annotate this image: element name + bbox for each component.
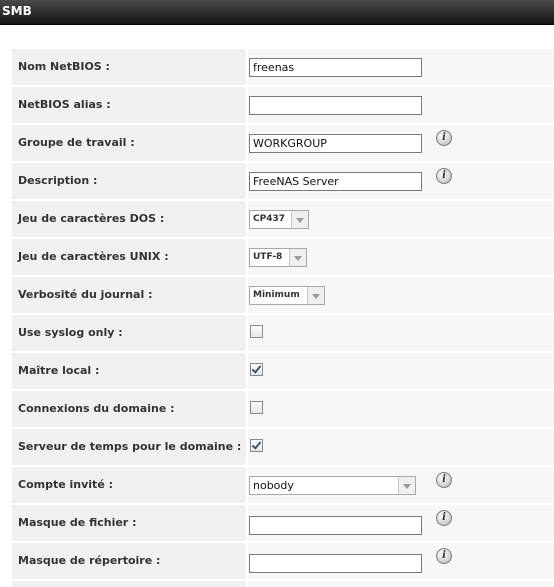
- netbios-name-input[interactable]: freenas: [249, 58, 422, 77]
- value-cell: [248, 87, 554, 123]
- netbios-alias-label: NetBIOS alias :: [18, 98, 111, 111]
- window-titlebar: [0, 0, 554, 25]
- row-description: [12, 163, 554, 199]
- label-cell: [12, 353, 246, 389]
- value-cell: [248, 467, 554, 503]
- chevron-down-icon[interactable]: [291, 211, 308, 228]
- file-mask-label: Masque de fichier :: [18, 516, 137, 529]
- domain-logons-label: Connexions du domaine :: [18, 402, 175, 415]
- label-cell: [12, 239, 246, 275]
- local-master-checkbox[interactable]: [250, 363, 263, 376]
- dos-charset-label: Jeu de caractères DOS :: [18, 212, 165, 225]
- syslog-only-label: Use syslog only :: [18, 326, 123, 339]
- label-cell: [12, 125, 246, 161]
- dir-mask-input[interactable]: [249, 554, 422, 573]
- description-input[interactable]: FreeNAS Server: [249, 172, 422, 191]
- unix-charset-label: Jeu de caractères UNIX :: [18, 250, 169, 263]
- log-level-selected: Minimum: [253, 290, 300, 300]
- workgroup-label: Groupe de travail :: [18, 136, 135, 149]
- time-server-checkbox[interactable]: [250, 439, 263, 452]
- value-cell: [248, 543, 554, 579]
- label-cell: [12, 581, 246, 587]
- log-level-select[interactable]: [249, 286, 325, 305]
- row-guest-account: [12, 467, 554, 503]
- dos-charset-selected: CP437: [253, 214, 285, 224]
- info-icon[interactable]: i: [436, 510, 452, 526]
- label-cell: [12, 163, 246, 199]
- value-cell: [248, 505, 554, 541]
- row-dos-charset: [12, 201, 554, 237]
- dos-charset-select[interactable]: [249, 210, 309, 229]
- chevron-down-icon[interactable]: [289, 249, 306, 266]
- row-netbios-name: [12, 49, 554, 85]
- label-cell: [12, 201, 246, 237]
- row-next-partial: [12, 581, 554, 587]
- row-file-mask: [12, 505, 554, 541]
- unix-charset-selected: UTF-8: [253, 252, 283, 262]
- row-time-server: [12, 429, 554, 465]
- log-level-label: Verbosité du journal :: [18, 288, 153, 301]
- value-cell: [248, 125, 554, 161]
- value-cell: [248, 163, 554, 199]
- info-icon[interactable]: i: [436, 168, 452, 184]
- info-icon[interactable]: i: [436, 548, 452, 564]
- chevron-down-icon[interactable]: [398, 477, 415, 494]
- row-log-level: [12, 277, 554, 313]
- guest-account-selected: nobody: [253, 479, 294, 492]
- guest-account-select[interactable]: [249, 476, 416, 495]
- value-cell: [248, 391, 554, 427]
- row-unix-charset: [12, 239, 554, 275]
- row-local-master: [12, 353, 554, 389]
- workgroup-input[interactable]: WORKGROUP: [249, 134, 422, 153]
- domain-logons-checkbox[interactable]: [250, 401, 263, 414]
- value-cell: [248, 201, 554, 237]
- value-cell: [248, 49, 554, 85]
- info-icon[interactable]: i: [436, 472, 452, 488]
- label-cell: [12, 391, 246, 427]
- row-workgroup: [12, 125, 554, 161]
- file-mask-input[interactable]: [249, 516, 422, 535]
- label-cell: [12, 467, 246, 503]
- label-cell: [12, 315, 246, 351]
- label-cell: [12, 277, 246, 313]
- value-cell: [248, 315, 554, 351]
- label-cell: [12, 49, 246, 85]
- window-title: SMB: [2, 4, 32, 18]
- label-cell: [12, 87, 246, 123]
- row-syslog-only: [12, 315, 554, 351]
- netbios-name-label: Nom NetBIOS :: [18, 60, 110, 73]
- row-dir-mask: [12, 543, 554, 579]
- value-cell: [248, 581, 554, 587]
- time-server-label: Serveur de temps pour le domaine :: [18, 440, 242, 453]
- row-domain-logons: [12, 391, 554, 427]
- label-cell: [12, 543, 246, 579]
- label-cell: [12, 505, 246, 541]
- local-master-label: Maître local :: [18, 364, 100, 377]
- value-cell: [248, 277, 554, 313]
- value-cell: [248, 239, 554, 275]
- row-netbios-alias: [12, 87, 554, 123]
- chevron-down-icon[interactable]: [307, 287, 324, 304]
- dir-mask-label: Masque de répertoire :: [18, 554, 161, 567]
- label-cell: [12, 429, 246, 465]
- value-cell: [248, 353, 554, 389]
- info-icon[interactable]: i: [436, 130, 452, 146]
- unix-charset-select[interactable]: [249, 248, 307, 267]
- syslog-only-checkbox[interactable]: [250, 325, 263, 338]
- description-label: Description :: [18, 174, 98, 187]
- netbios-alias-input[interactable]: [249, 96, 422, 115]
- guest-account-label: Compte invité :: [18, 478, 114, 491]
- value-cell: [248, 429, 554, 465]
